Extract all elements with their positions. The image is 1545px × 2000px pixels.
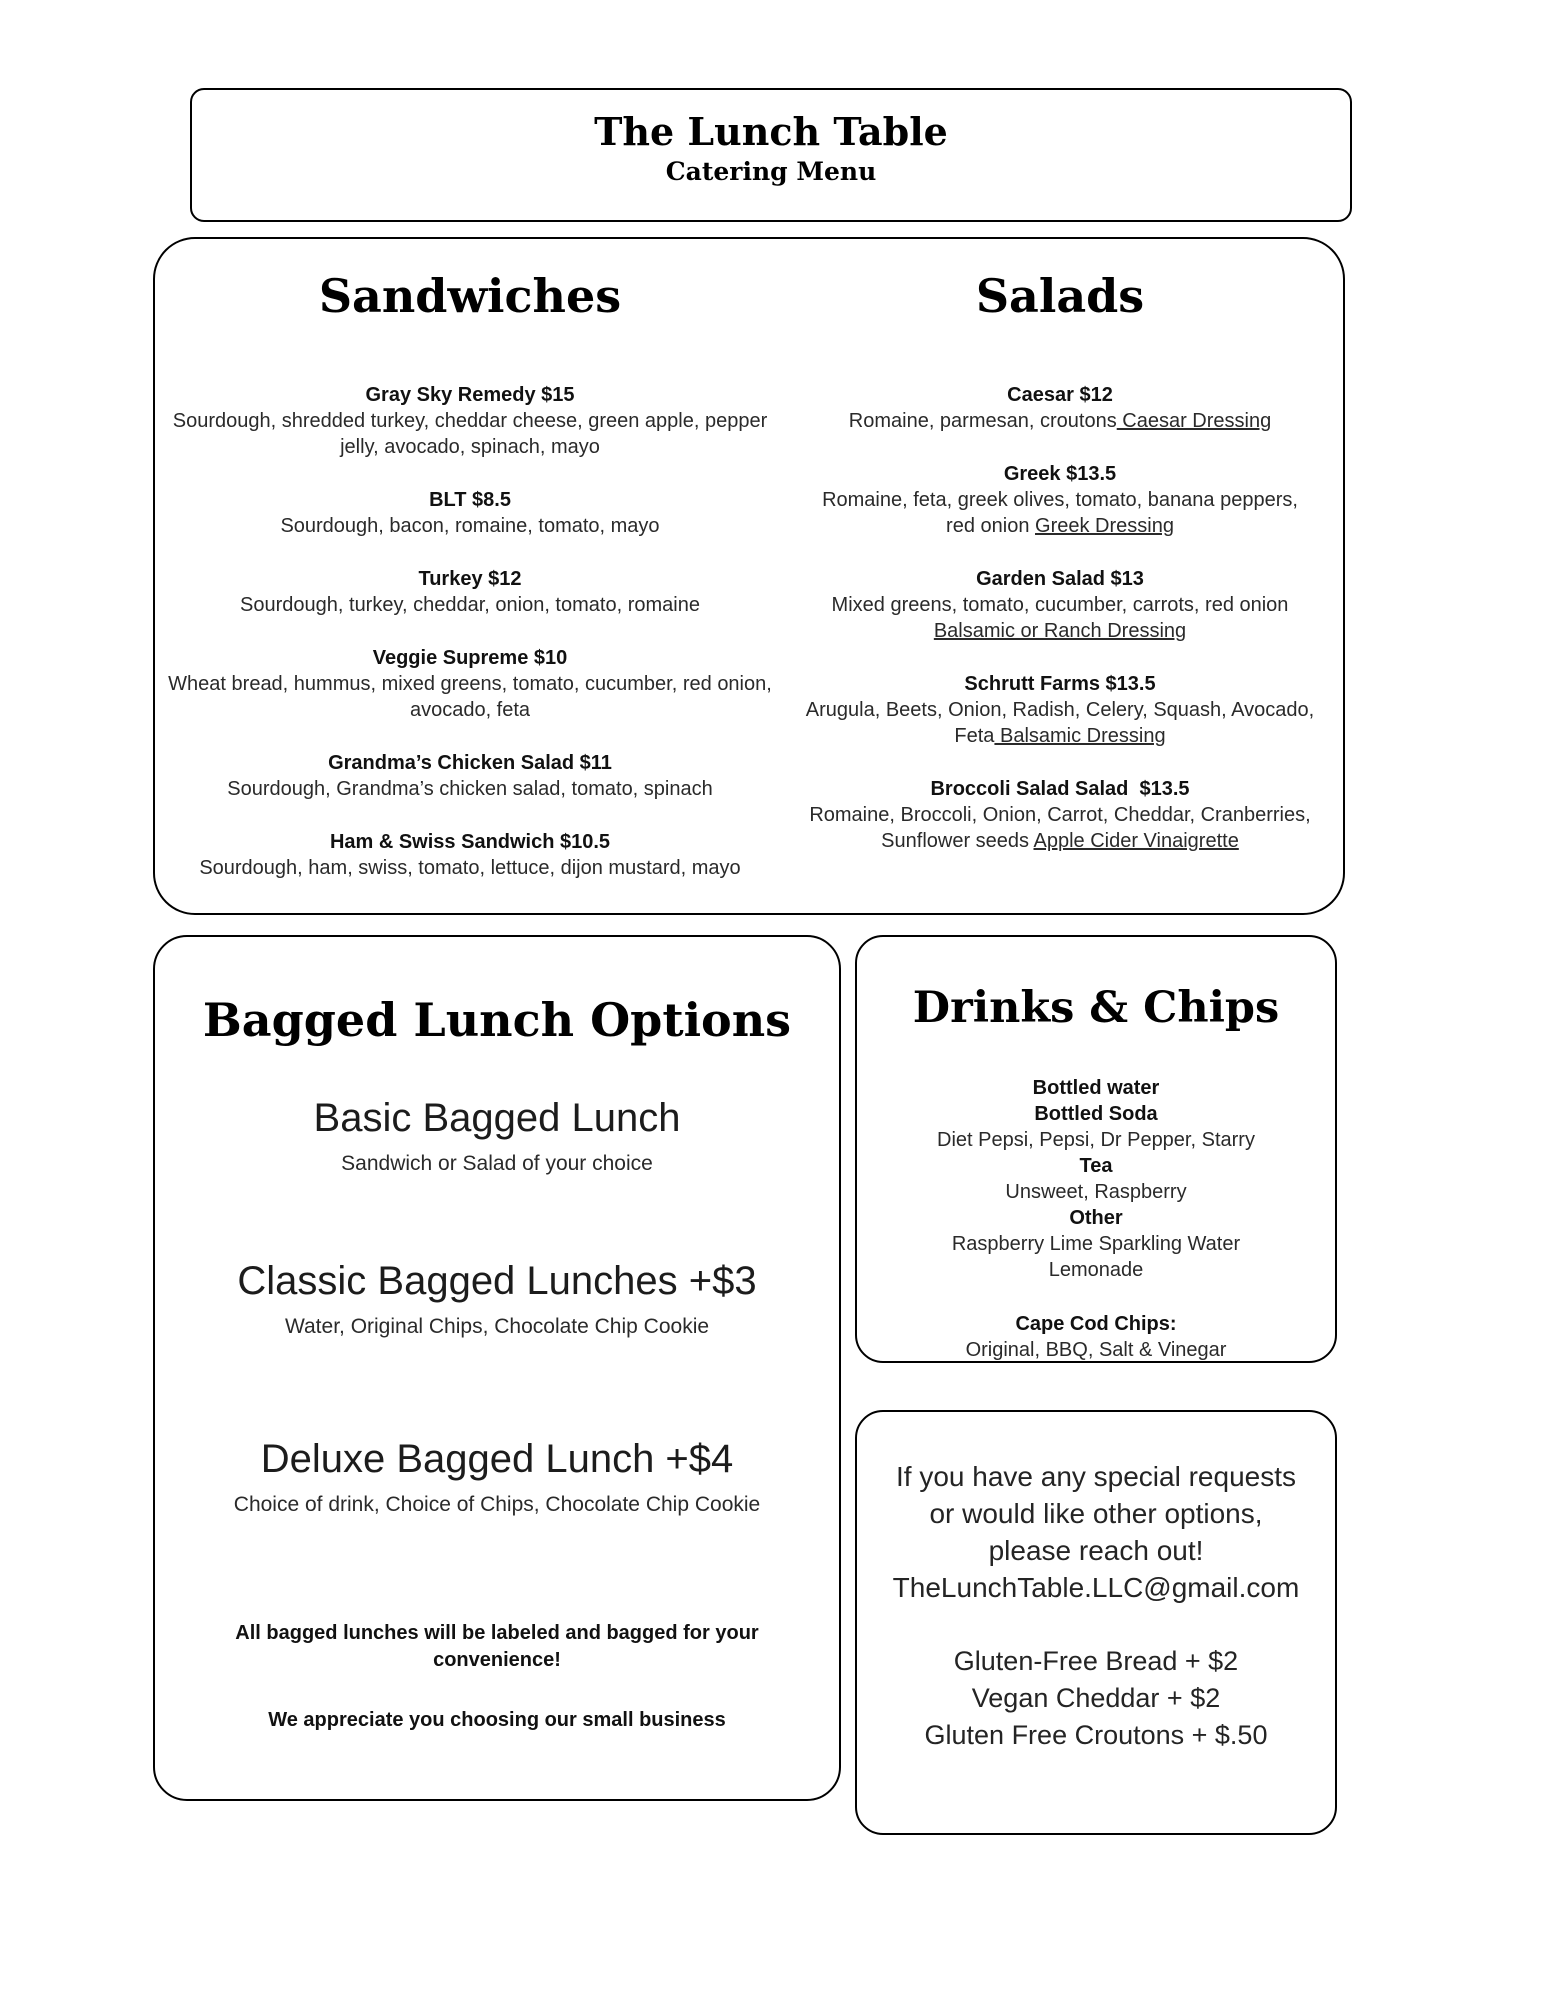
dressing-link[interactable]: Greek Dressing (1035, 515, 1174, 538)
chips-flavors: Original, BBQ, Salt & Vinegar (965, 1338, 1227, 1361)
dressing-link[interactable]: Balsamic or Ranch Dressing (933, 620, 1187, 643)
bagged-option-title: Deluxe Bagged Lunch +$4 (260, 1436, 734, 1481)
item-description: Wheat bread, hummus, mixed greens, tomato, cucumber, red onion, avocado, feta (168, 673, 772, 722)
addon-line: Vegan Cheddar + $2 (971, 1683, 1221, 1713)
contact-message (857, 1412, 1335, 1606)
item-description: Sourdough, ham, swiss, tomato, lettuce, dijon mustard, mayo (199, 857, 741, 880)
item-description: Sourdough, Grandma’s chicken salad, tomato, spinach (227, 778, 713, 801)
drink-options: Diet Pepsi, Pepsi, Dr Pepper, Starry (937, 1128, 1255, 1151)
menu-item (805, 461, 1315, 539)
contact-email: TheLunchTable.LLC@gmail.com (892, 1572, 1300, 1603)
item-description: Sourdough, shredded turkey, cheddar cheese, green apple, pepper jelly, avocado, spinach, mayo (172, 410, 768, 459)
bagged-option-description: Water, Original Chips, Chocolate Chip Cookie (284, 1315, 710, 1339)
menu-title-card (190, 88, 1352, 222)
item-name: Ham & Swiss Sandwich $10.5 (329, 831, 611, 854)
sandwiches-section (165, 269, 775, 908)
item-name: Veggie Supreme $10 (372, 647, 568, 670)
item-description: Sourdough, turkey, cheddar, onion, tomato, romaine (240, 594, 700, 617)
item-description (805, 408, 1315, 434)
menu-title: The Lunch Table (594, 109, 948, 154)
contact-card (855, 1410, 1337, 1835)
item-description (805, 697, 1315, 749)
dressing-link[interactable]: Caesar Dressing (1116, 410, 1272, 433)
item-name: Schrutt Farms $13.5 (964, 673, 1156, 696)
item-name: Turkey $12 (418, 568, 522, 591)
menu-subtitle: Catering Menu (665, 156, 877, 186)
item-description (805, 802, 1315, 854)
dressing-link[interactable]: Balsamic Dressing (994, 725, 1166, 748)
item-ingredients: Arugula, Beets, Onion, Radish, Celery, Squash, Avocado, Feta (805, 699, 1315, 748)
menu-item (805, 382, 1315, 434)
drink-options: Unsweet, Raspberry (1005, 1180, 1187, 1203)
item-name: Garden Salad $13 (976, 568, 1144, 591)
drinks-chips-heading: Drinks & Chips (912, 983, 1280, 1033)
item-name: Broccoli Salad Salad $13.5 (930, 778, 1190, 801)
drinks-list (857, 1075, 1335, 1283)
item-name: BLT $8.5 (429, 489, 511, 512)
item-name: Caesar $12 (1007, 384, 1113, 407)
item-description (805, 592, 1315, 644)
drink-category: Tea (1079, 1154, 1113, 1177)
bagged-note: We appreciate you choosing our small business (268, 1709, 726, 1732)
menu-item (165, 750, 775, 802)
item-name: Greek $13.5 (1003, 463, 1117, 486)
chips-title: Cape Cod Chips: (1015, 1312, 1177, 1335)
menu-sections-card (153, 237, 1345, 915)
contact-line: or would like other options, (929, 1498, 1263, 1529)
contact-line: please reach out! (988, 1535, 1204, 1566)
bagged-option-title: Classic Bagged Lunches +$3 (237, 1259, 757, 1304)
item-name: Grandma’s Chicken Salad $11 (328, 752, 612, 775)
chips-block (857, 1311, 1335, 1363)
bagged-option-description: Choice of drink, Choice of Chips, Chocolate Chip Cookie (233, 1492, 761, 1516)
bagged-option-description: Sandwich or Salad of your choice (341, 1152, 653, 1176)
bagged-lunch-card (153, 935, 841, 1801)
bagged-lunch-heading: Bagged Lunch Options (202, 993, 792, 1047)
menu-item (165, 645, 775, 723)
addons-list (857, 1643, 1335, 1754)
drink-category: Other (1069, 1206, 1123, 1229)
contact-line: If you have any special requests (895, 1461, 1296, 1492)
item-ingredients: Romaine, Broccoli, Onion, Carrot, Cheddar, Cranberries, Sunflower seeds (809, 804, 1311, 853)
menu-item (805, 671, 1315, 749)
item-description: Sourdough, bacon, romaine, tomato, mayo (280, 515, 660, 538)
drinks-chips-card (855, 935, 1337, 1363)
drink-category: Bottled water (1032, 1076, 1160, 1099)
menu-item (165, 829, 775, 881)
item-description (805, 487, 1315, 539)
addon-line: Gluten-Free Bread + $2 (953, 1646, 1239, 1676)
item-ingredients: Mixed greens, tomato, cucumber, carrots, red onion (831, 594, 1289, 617)
drink-options: Raspberry Lime Sparkling Water (951, 1232, 1241, 1255)
item-name: Gray Sky Remedy $15 (365, 384, 575, 407)
menu-item (165, 487, 775, 539)
addon-line: Gluten Free Croutons + $.50 (924, 1720, 1268, 1750)
drink-options: Lemonade (1048, 1258, 1144, 1281)
menu-item (805, 566, 1315, 644)
salads-heading: Salads (975, 269, 1145, 323)
menu-item (165, 566, 775, 618)
bagged-note: All bagged lunches will be labeled and bagged for your convenience! (235, 1622, 759, 1672)
dressing-link[interactable]: Apple Cider Vinaigrette (1033, 830, 1239, 853)
salads-section (805, 269, 1315, 881)
menu-item (165, 382, 775, 460)
bagged-option-title: Basic Bagged Lunch (313, 1096, 681, 1141)
drink-category: Bottled Soda (1034, 1102, 1158, 1125)
menu-item (805, 776, 1315, 854)
item-ingredients: Romaine, parmesan, croutons (848, 410, 1117, 433)
item-ingredients: Romaine, feta, greek olives, tomato, banana peppers, red onion (822, 489, 1298, 538)
sandwiches-heading: Sandwiches (318, 269, 622, 323)
